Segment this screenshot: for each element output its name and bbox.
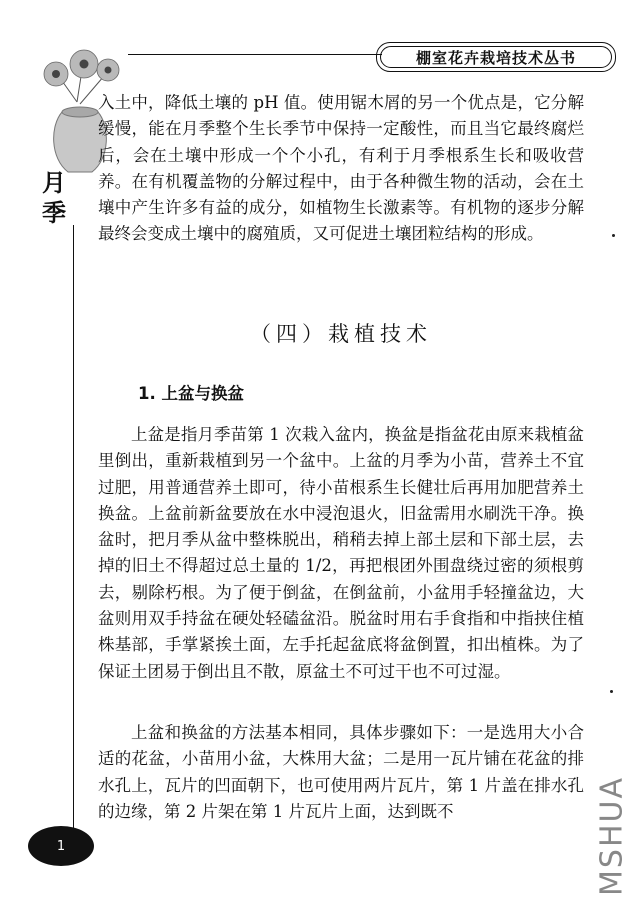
watermark [590, 776, 634, 896]
side-title-char: 季 [42, 198, 66, 227]
watermark-text: MSHUA [594, 776, 630, 896]
scan-speck [612, 234, 615, 237]
section-heading: （四）栽植技术 [250, 322, 432, 346]
side-title-char: 月 [42, 168, 66, 197]
series-banner [376, 42, 616, 72]
body-paragraph: 上盆是指月季苗第 1 次栽入盆内，换盆是指盆花由原来栽植盆里倒出，重新栽植到另一个盆中。上盆的月季为小苗，营养土不宜过肥，用普通营养土即可，待小苗根系生长健壮后再用加肥营养土换盆。上盆前新盆要放在水中浸泡退火，旧盆需用水刷洗干净。换盆时，把月季从盆中整株脱出，稍稍去掉上部土层和下部土层，去掉的旧土不得超过总土量的 1/2，再把根团外围盘绕过密的须根剪去，剔除朽根。为了便于倒盆，在倒盆前，小盆用手轻撞盆边，大盆则用双手持盆在硬处轻磕盆沿。脱盆时用右手食指和中指挟住植株基部，手掌紧挨土面，左手托起盆底将盆倒置，扣出植株。为了保证土团易于倒出且不散，原盆土不可过干也不可过湿。 [98, 425, 584, 681]
body-paragraph: 上盆和换盆的方法基本相同，具体步骤如下：一是选用大小合适的花盆，小苗用小盆，大株用大盆；二是用一瓦片铺在花盆的排水孔上，瓦片的凹面朝下，也可使用两片瓦片，第 1 片盖在排水孔的边缘，第 2 片架在第 1 片瓦片上面，达到既不 [98, 723, 584, 821]
side-vertical-rule [73, 225, 74, 845]
header-rule [128, 54, 382, 55]
page-number-badge [28, 826, 94, 866]
side-title [36, 168, 72, 228]
page-number: 1 [56, 838, 66, 854]
series-title: 棚室花卉栽培技术丛书 [380, 46, 612, 68]
scan-speck [610, 690, 613, 693]
sub-heading: 1. 上盆与换盆 [138, 384, 244, 403]
body-paragraph: 入土中，降低土壤的 pH 值。使用锯木屑的另一个优点是，它分解缓慢，能在月季整个生长季节中保持一定酸性，而且当它最终腐烂后，会在土壤中形成一个个小孔，有利于月季根系生长和吸收营养。在有机覆盖物的分解过程中，由于各种微生物的活动，会在土壤中产生许多有益的成分，如植物生长激素等。有机物的逐步分解最终会变成土壤中的腐殖质，又可促进土壤团粒结构的形成。 [98, 93, 584, 244]
